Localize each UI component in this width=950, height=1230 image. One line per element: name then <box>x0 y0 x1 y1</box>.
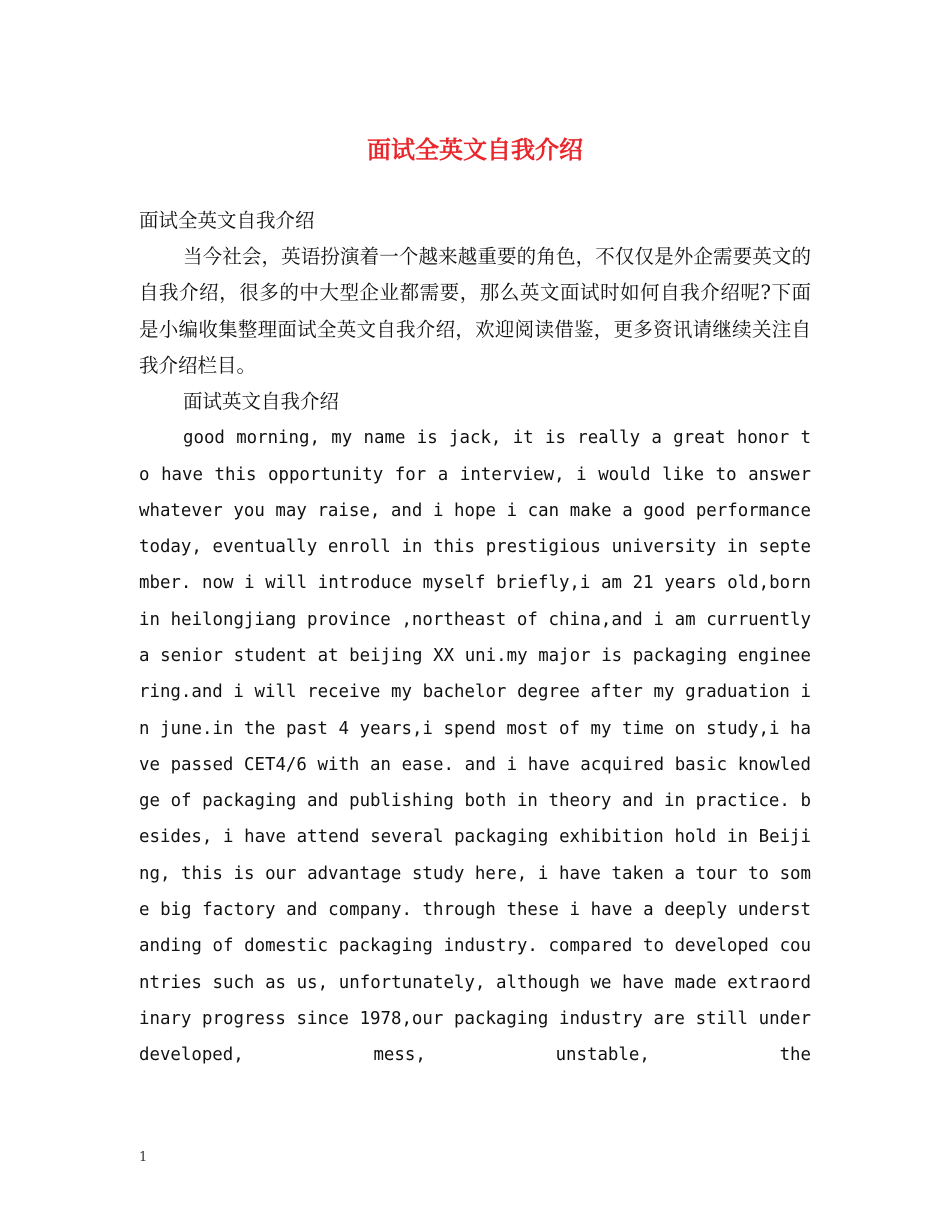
document-body <box>139 203 811 1074</box>
document-title: 面试全英文自我介绍 <box>367 136 583 164</box>
intro-paragraph: 当今社会，英语扮演着一个越来越重要的角色，不仅仅是外企需要英文的自我介绍，很多的中大型企业都需要，那么英文面试时如何自我介绍呢?下面是小编收集整理面试全英文自我介绍，欢迎阅读借鉴，更多资讯请继续关注自我介绍栏目。 <box>139 245 811 377</box>
english-self-introduction: good morning, my name is jack, it is really a great honor to have this opportunity for a interview, i would like to answer whatever you may raise, and i hope i can make a good performance today, eventually enroll in this prestigious university in september. now i will introduce myself briefly,i am 21 years old,born in heilongjiang province ,northeast of china,and i am curruently a senior student at beijing XX uni.my major is packaging engineering.and i will receive my bachelor degree after my graduation in june.in the past 4 years,i spend most of my time on study,i have passed CET4/6 with an ease. and i have acquired basic knowledge of packaging and publishing both in theory and in practice. besides, i have attend several packaging exhibition hold in Beijing, this is our advantage study here, i have taken a tour to some big factory and company. through these i have a deeply understanding of domestic packaging industry. compared to developed countries such as us, unfortunately, although we have made extraordinary progress since 1978,our packaging industry are still underdeveloped, mess, unstable, the <box>139 428 811 1066</box>
section-heading: 面试全英文自我介绍 <box>139 209 315 232</box>
subheading: 面试英文自我介绍 <box>183 390 340 414</box>
page-number: 1 <box>139 1150 148 1165</box>
